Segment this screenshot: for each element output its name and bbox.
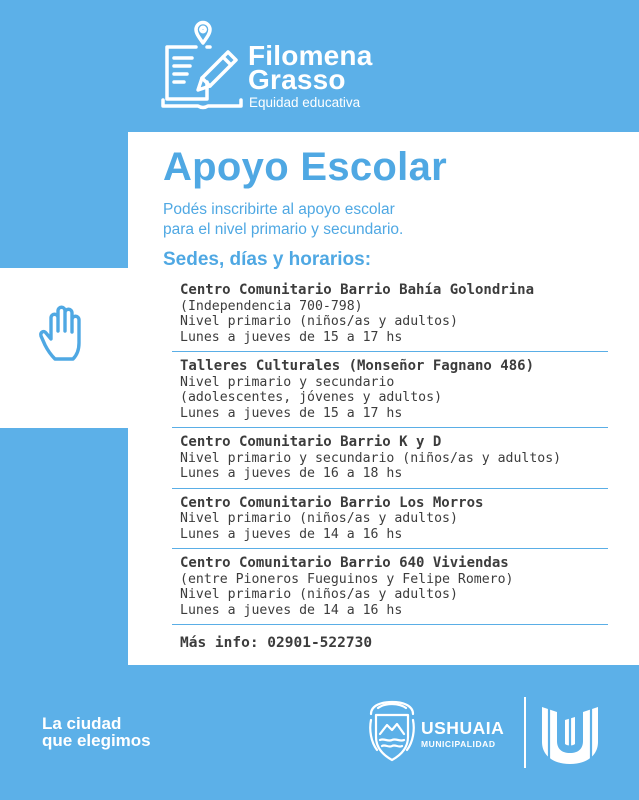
location-schedule: Lunes a jueves de 16 a 18 hs	[180, 466, 403, 481]
intro-text	[163, 200, 403, 240]
location-detail: Nivel primario (niños/as y adultos)	[180, 511, 458, 526]
location-name: Centro Comunitario Barrio Bahía Golondrina	[180, 282, 535, 298]
list-item	[172, 489, 608, 550]
location-detail: (Independencia 700-798)	[180, 298, 363, 314]
location-detail: Nivel primario y secundario (niños/as y adultos)	[180, 450, 562, 466]
list-item	[172, 549, 608, 625]
location-detail: (adolescentes, jóvenes y adultos)	[180, 390, 443, 405]
slogan	[42, 715, 151, 749]
brand-logo-icon	[160, 20, 244, 110]
list-item	[172, 352, 608, 428]
brand-tagline: Equidad educativa	[249, 95, 361, 110]
location-schedule: Lunes a jueves de 14 a 16 hs	[180, 526, 403, 542]
locations-list	[172, 276, 608, 625]
intro-line: Podés inscribirte al apoyo escolar	[163, 201, 395, 218]
intro-line: para el nivel primario y secundario.	[163, 221, 404, 238]
location-name: Centro Comunitario Barrio Los Morros	[180, 494, 484, 511]
municipality-name: USHUAIA	[421, 718, 505, 738]
location-detail: Nivel primario y secundario	[180, 374, 395, 390]
ushuaia-u-icon	[540, 704, 600, 764]
list-item	[172, 276, 608, 352]
page-title: Apoyo Escolar	[163, 145, 447, 189]
slogan-line: que elegimos	[42, 731, 151, 750]
location-detail: Nivel primario (niños/as y adultos)	[180, 587, 458, 602]
locations-heading: Sedes, días y horarios:	[163, 249, 372, 270]
location-name: Centro Comunitario Barrio K y D	[180, 434, 442, 450]
slogan-line: La ciudad	[42, 714, 122, 733]
shield-emblem-icon	[368, 698, 416, 764]
location-detail: (entre Pioneros Fueguinos y Felipe Romero)	[180, 571, 514, 587]
more-info-phone: Más info: 02901-522730	[180, 635, 373, 651]
location-name: Talleres Culturales (Monseñor Fagnano 486)	[180, 358, 535, 374]
location-schedule: Lunes a jueves de 15 a 17 hs	[180, 329, 403, 345]
location-schedule: Lunes a jueves de 15 a 17 hs	[180, 405, 403, 421]
list-item	[172, 428, 608, 489]
location-detail: Nivel primario (niños/as y adultos)	[180, 314, 458, 329]
hand-icon	[36, 303, 86, 361]
footer-divider	[524, 697, 526, 768]
brand-name	[248, 40, 373, 95]
brand-name-line1: Filomena	[248, 40, 373, 71]
location-name: Centro Comunitario Barrio 640 Viviendas	[180, 555, 509, 571]
location-schedule: Lunes a jueves de 14 a 16 hs	[180, 602, 403, 618]
brand-name-line2: Grasso	[248, 64, 346, 95]
municipality-subtitle: MUNICIPALIDAD	[421, 739, 496, 749]
